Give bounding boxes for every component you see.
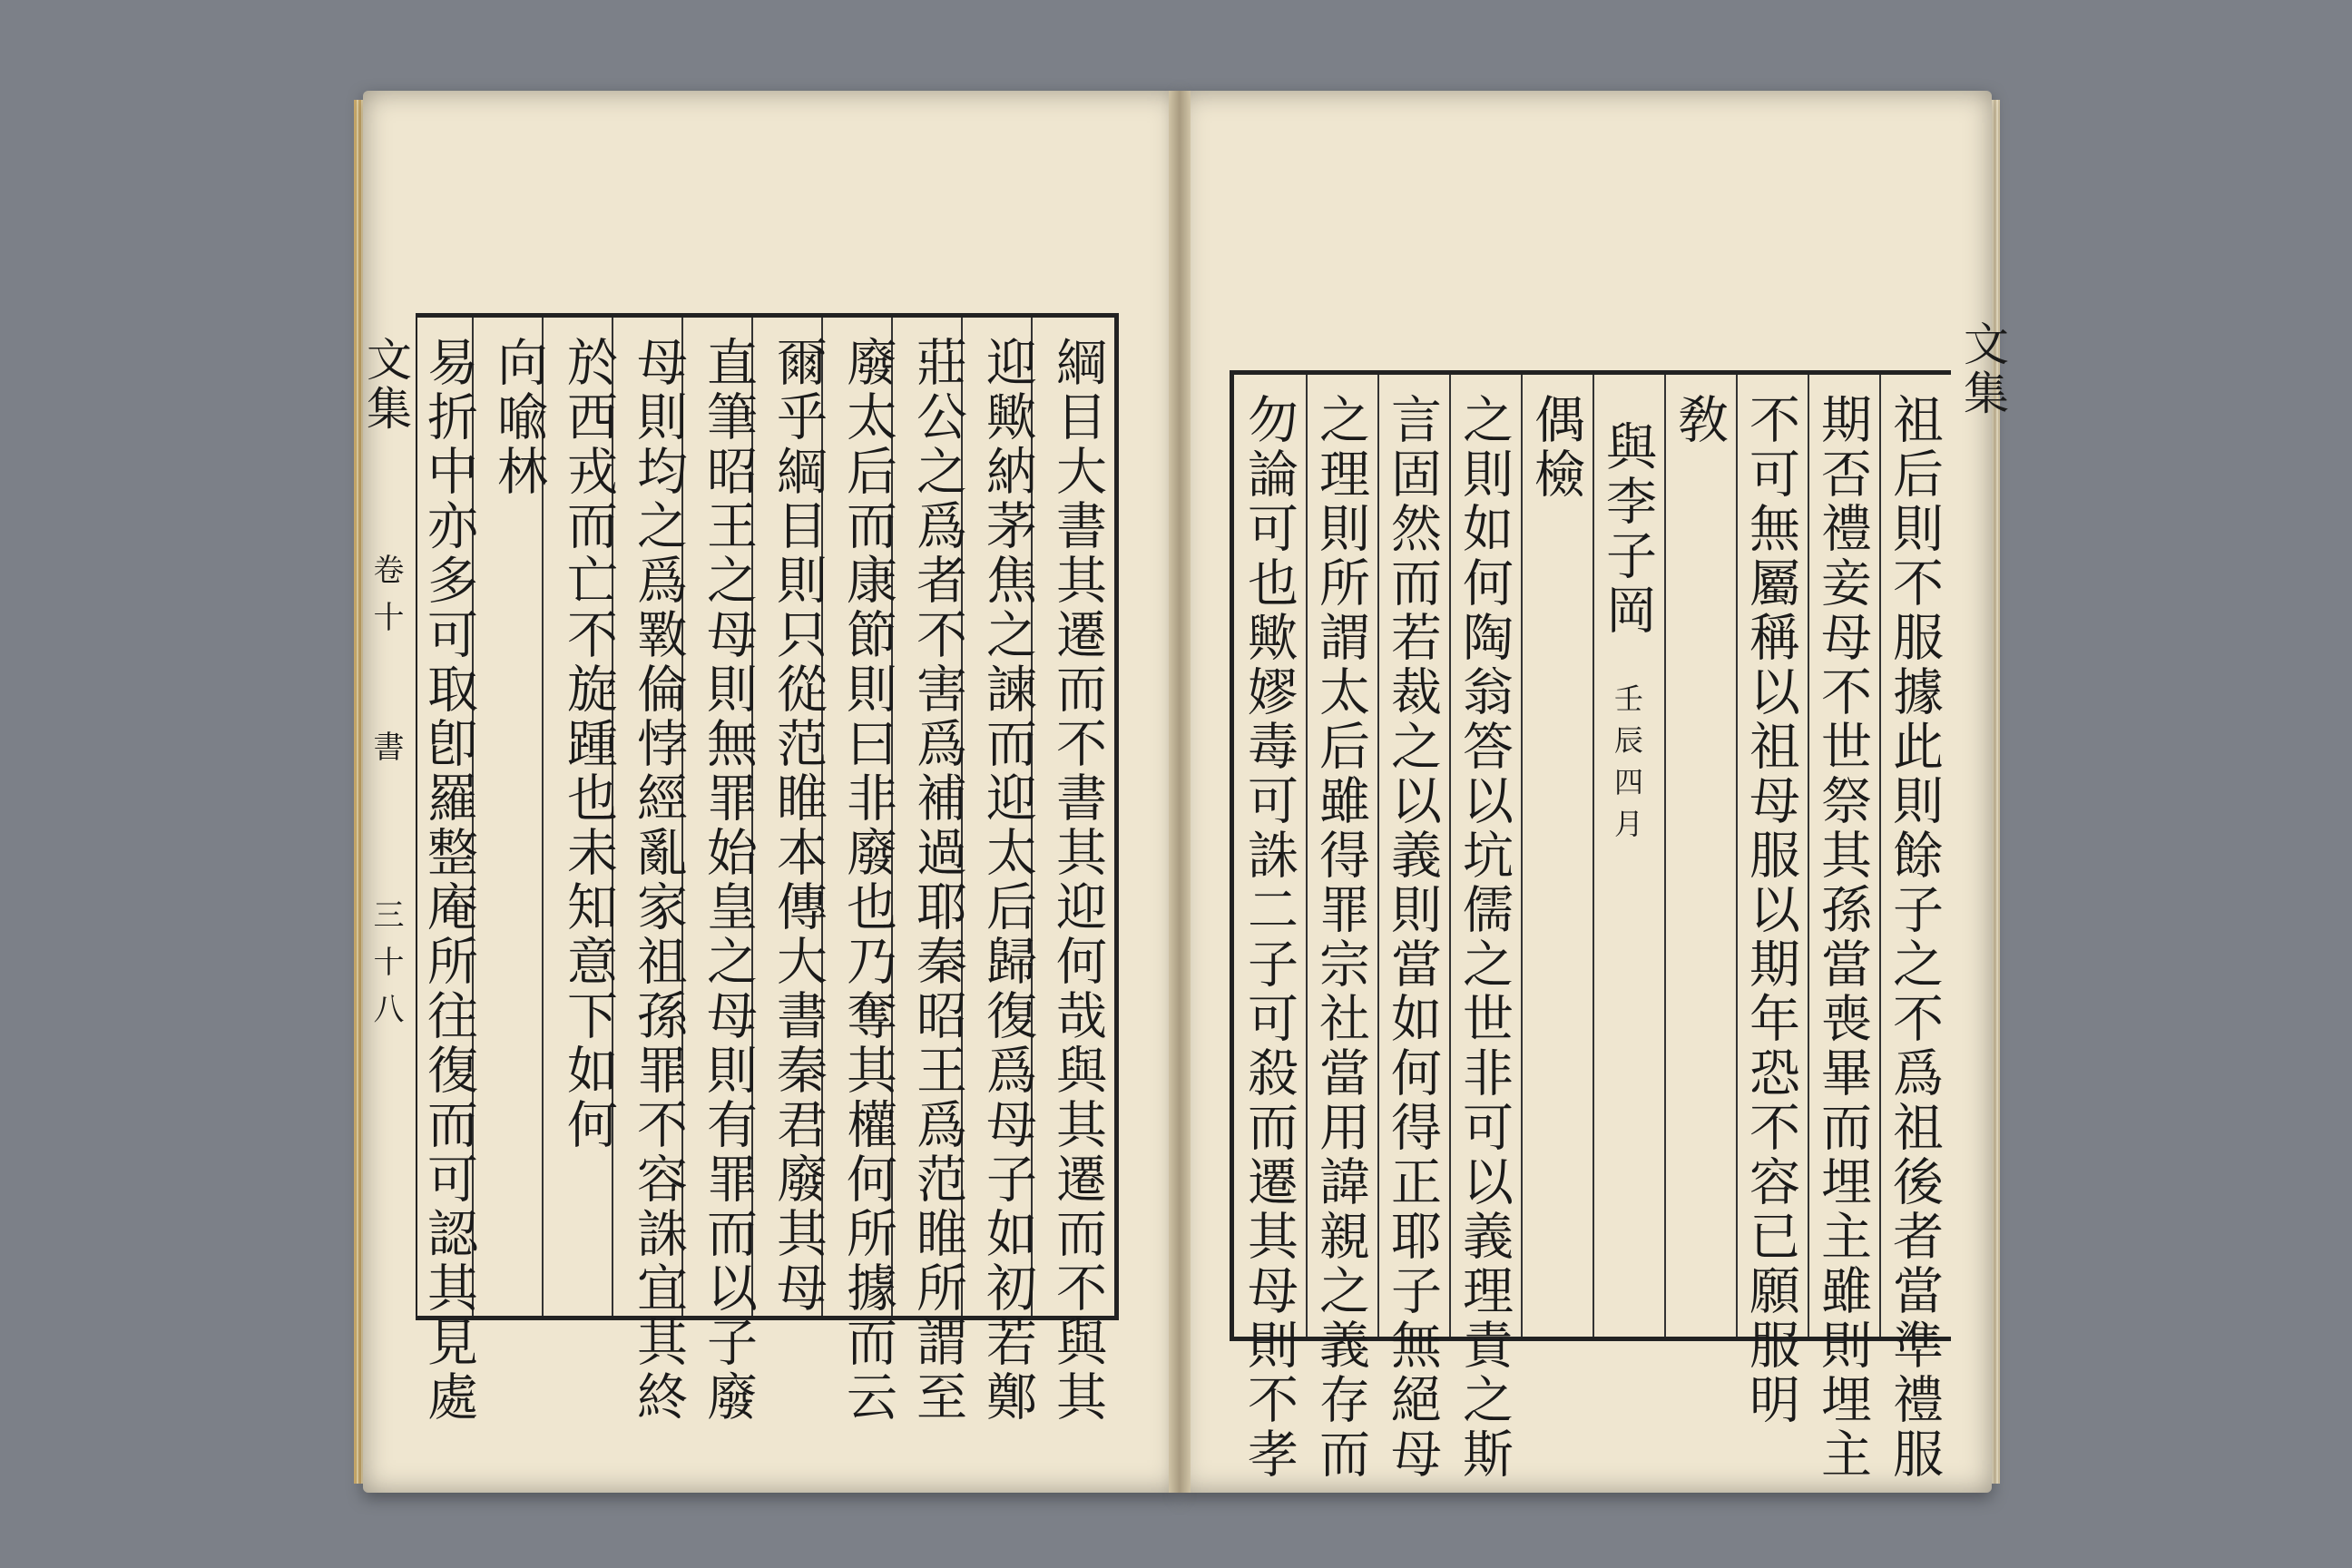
text-column: 向喩林 — [489, 336, 548, 499]
text-column: 不可無屬稱以祖母服以期年恐不容已願服明 — [1741, 393, 1800, 1427]
text-column: 綱目大書其遷而不書其迎何哉與其遷而不與其 — [1048, 336, 1107, 1425]
left-chapter-label: 卷十 — [368, 554, 404, 648]
column-rule — [1306, 375, 1308, 1337]
text-column: 言固然而若裁之以義則當如何得正耶子無絕母 — [1383, 393, 1442, 1482]
text-column: 勿論可也歟嫪毒可誅二子可殺而遷其母則不孝 — [1240, 393, 1298, 1482]
right-page-text-frame — [1230, 320, 2009, 1482]
text-column: 偶檢 — [1526, 393, 1585, 502]
left-side-title: 文集 — [359, 336, 412, 434]
letter-heading: 與李子岡 — [1598, 420, 1657, 638]
left-page-number: 三十八 — [368, 898, 404, 1040]
text-column: 於西戎而亡不旋踵也未知意下如何 — [559, 336, 618, 1152]
column-rule — [1808, 375, 1809, 1337]
text-column: 直筆昭王之母則無罪始皇之母則有罪而以子廢 — [699, 336, 758, 1425]
left-page-text-frame — [359, 313, 1119, 1425]
text-column: 易折中亦多可取卽羅整庵所往復而可認其見處 — [419, 336, 478, 1425]
text-column: 之則如何陶翁答以坑儒之世非可以義理責之斯 — [1455, 393, 1514, 1482]
left-section-label: 書 — [368, 730, 404, 778]
column-rule — [1879, 375, 1881, 1337]
right-side-title: 文集 — [1956, 320, 2009, 418]
book-gutter — [1169, 91, 1191, 1493]
text-column: 祖后則不服據此則餘子之不爲祖後者當準禮服 — [1885, 393, 1944, 1482]
text-column: 之理則所謂太后雖得罪宗社當用諱親之義存而 — [1311, 393, 1370, 1482]
column-rule — [1449, 375, 1451, 1337]
text-column: 母則均之爲斁倫悖經亂家祖孫罪不容誅宜其終 — [629, 336, 688, 1425]
date-note: 壬辰四月 — [1610, 683, 1644, 850]
column-rule — [1592, 375, 1594, 1337]
column-rule — [1377, 375, 1379, 1337]
column-rule — [1664, 375, 1666, 1337]
column-rule — [1521, 375, 1523, 1337]
text-column: 莊公之爲者不害爲補過耶秦昭王爲范睢所謂至 — [908, 336, 967, 1425]
text-column: 迎歟納茅焦之諫而迎太后歸復爲母子如初若鄭 — [978, 336, 1037, 1425]
text-column: 敎 — [1670, 393, 1729, 447]
column-rule — [1736, 375, 1738, 1337]
text-column: 廢太后而康節則曰非廢也乃奪其權何所據而云 — [838, 336, 897, 1425]
text-column: 爾乎綱目則只從范睢本傳大書秦君廢其母 — [769, 336, 828, 1316]
text-column: 期否禮妾母不世祭其孫當喪畢而埋主雖則埋主 — [1813, 393, 1872, 1482]
